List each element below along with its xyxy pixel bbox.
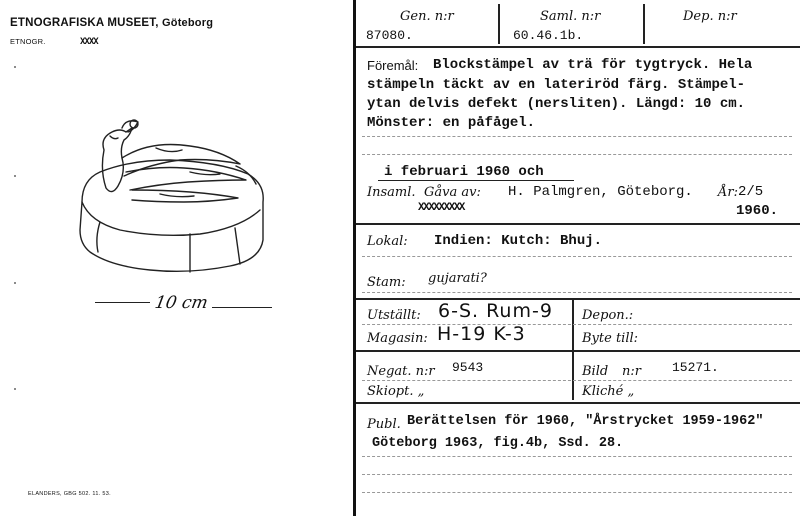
ruled-line (362, 474, 792, 475)
ruled-line (362, 324, 792, 325)
section-rule (356, 350, 800, 352)
skiopt-label: Skiopt. „ (367, 384, 425, 399)
stam-label: Stam: (367, 275, 406, 290)
ruled-line (362, 136, 792, 137)
utstallt-value: 6-S. Rum-9 (438, 300, 553, 322)
gen-nr-label: Gen. n:r (400, 9, 454, 24)
scale-bar-left (95, 302, 150, 303)
insaml-note-underline (378, 180, 574, 181)
ruled-line (362, 380, 792, 381)
museum-title (10, 17, 213, 29)
saml-nr-label: Saml. n:r (540, 9, 601, 24)
year-value: 1960. (736, 203, 779, 219)
dep-nr-label: Dep. n:r (683, 9, 737, 24)
publ-line-1: Berättelsen för 1960, "Årstrycket 1959-1962" (407, 414, 764, 429)
location-divider (572, 300, 574, 350)
foremal-line-2: stämpeln täckt av en lateriröd färg. Stämpel- (367, 77, 746, 93)
margin-dot (14, 388, 16, 390)
ar-value: 2/5 (738, 184, 764, 200)
foremal-line-4: Mönster: en påfågel. (367, 115, 536, 131)
magasin-value: H-19 K-3 (437, 323, 526, 345)
negat-value: 9543 (452, 360, 484, 375)
insaml-note: i februari 1960 och (384, 164, 544, 180)
saml-nr-value: 60.46.1b. (513, 28, 584, 43)
publ-line-2: Göteborg 1963, fig.4b, Ssd. 28. (372, 436, 624, 451)
gava-label: Gåva av: (424, 185, 481, 200)
ruled-line (362, 456, 792, 457)
insaml-label: Insaml. (367, 185, 416, 200)
lokal-value: Indien: Kutch: Bhuj. (434, 233, 603, 249)
scale-label: 10 cm (153, 293, 210, 313)
bild-value: 15271. (672, 360, 719, 375)
ar-label: År: (718, 185, 738, 200)
foremal-line-1: Blockstämpel av trä för tygtryck. Hela (433, 57, 753, 73)
header-divider-2 (643, 4, 645, 44)
header-divider-1 (498, 4, 500, 44)
object-sketch (60, 110, 280, 290)
gen-nr-value: 87080. (366, 28, 413, 43)
section-rule (356, 223, 800, 225)
header-rule (356, 46, 800, 48)
section-rule (356, 298, 800, 300)
ruled-line (362, 256, 792, 257)
utstallt-label: Utställt: (367, 308, 421, 323)
etnogr-label: ETNOGR. (10, 37, 46, 46)
section-rule (356, 402, 800, 404)
ruled-line (362, 492, 792, 493)
magasin-label: Magasin: (367, 331, 428, 346)
lokal-label: Lokal: (367, 234, 408, 249)
kliche-label: Kliché „ (582, 384, 635, 399)
museum-name: ETNOGRAFISKA MUSEET, (10, 17, 159, 29)
ruled-line (362, 154, 792, 155)
byte-label: Byte till: (582, 331, 639, 346)
publ-label: Publ. (367, 417, 401, 432)
bild-nr-label: n:r (622, 364, 641, 379)
bild-label: Bild (582, 364, 609, 379)
ruled-line (362, 292, 792, 293)
margin-dot (14, 175, 16, 177)
negat-label: Negat. n:r (367, 364, 435, 379)
museum-city: Göteborg (162, 17, 214, 29)
giver-name: H. Palmgren, Göteborg. (508, 184, 693, 200)
margin-dot (14, 282, 16, 284)
foremal-line-3: ytan delvis defekt (nersliten). Längd: 10 cm. (367, 96, 746, 112)
negat-divider (572, 352, 574, 400)
margin-dot (14, 66, 16, 68)
etnogr-stamp: XXXX (80, 37, 98, 47)
depon-label: Depon.: (582, 308, 634, 323)
struck-text: XXXXXXXXX (418, 202, 464, 214)
foremal-label: Föremål: (367, 58, 419, 73)
scale-bar-right (212, 307, 272, 308)
printer-mark: ELANDERS, GBG 502. 11. 53. (28, 491, 111, 497)
card-divider (353, 0, 356, 516)
stam-value: gujarati? (428, 271, 487, 286)
